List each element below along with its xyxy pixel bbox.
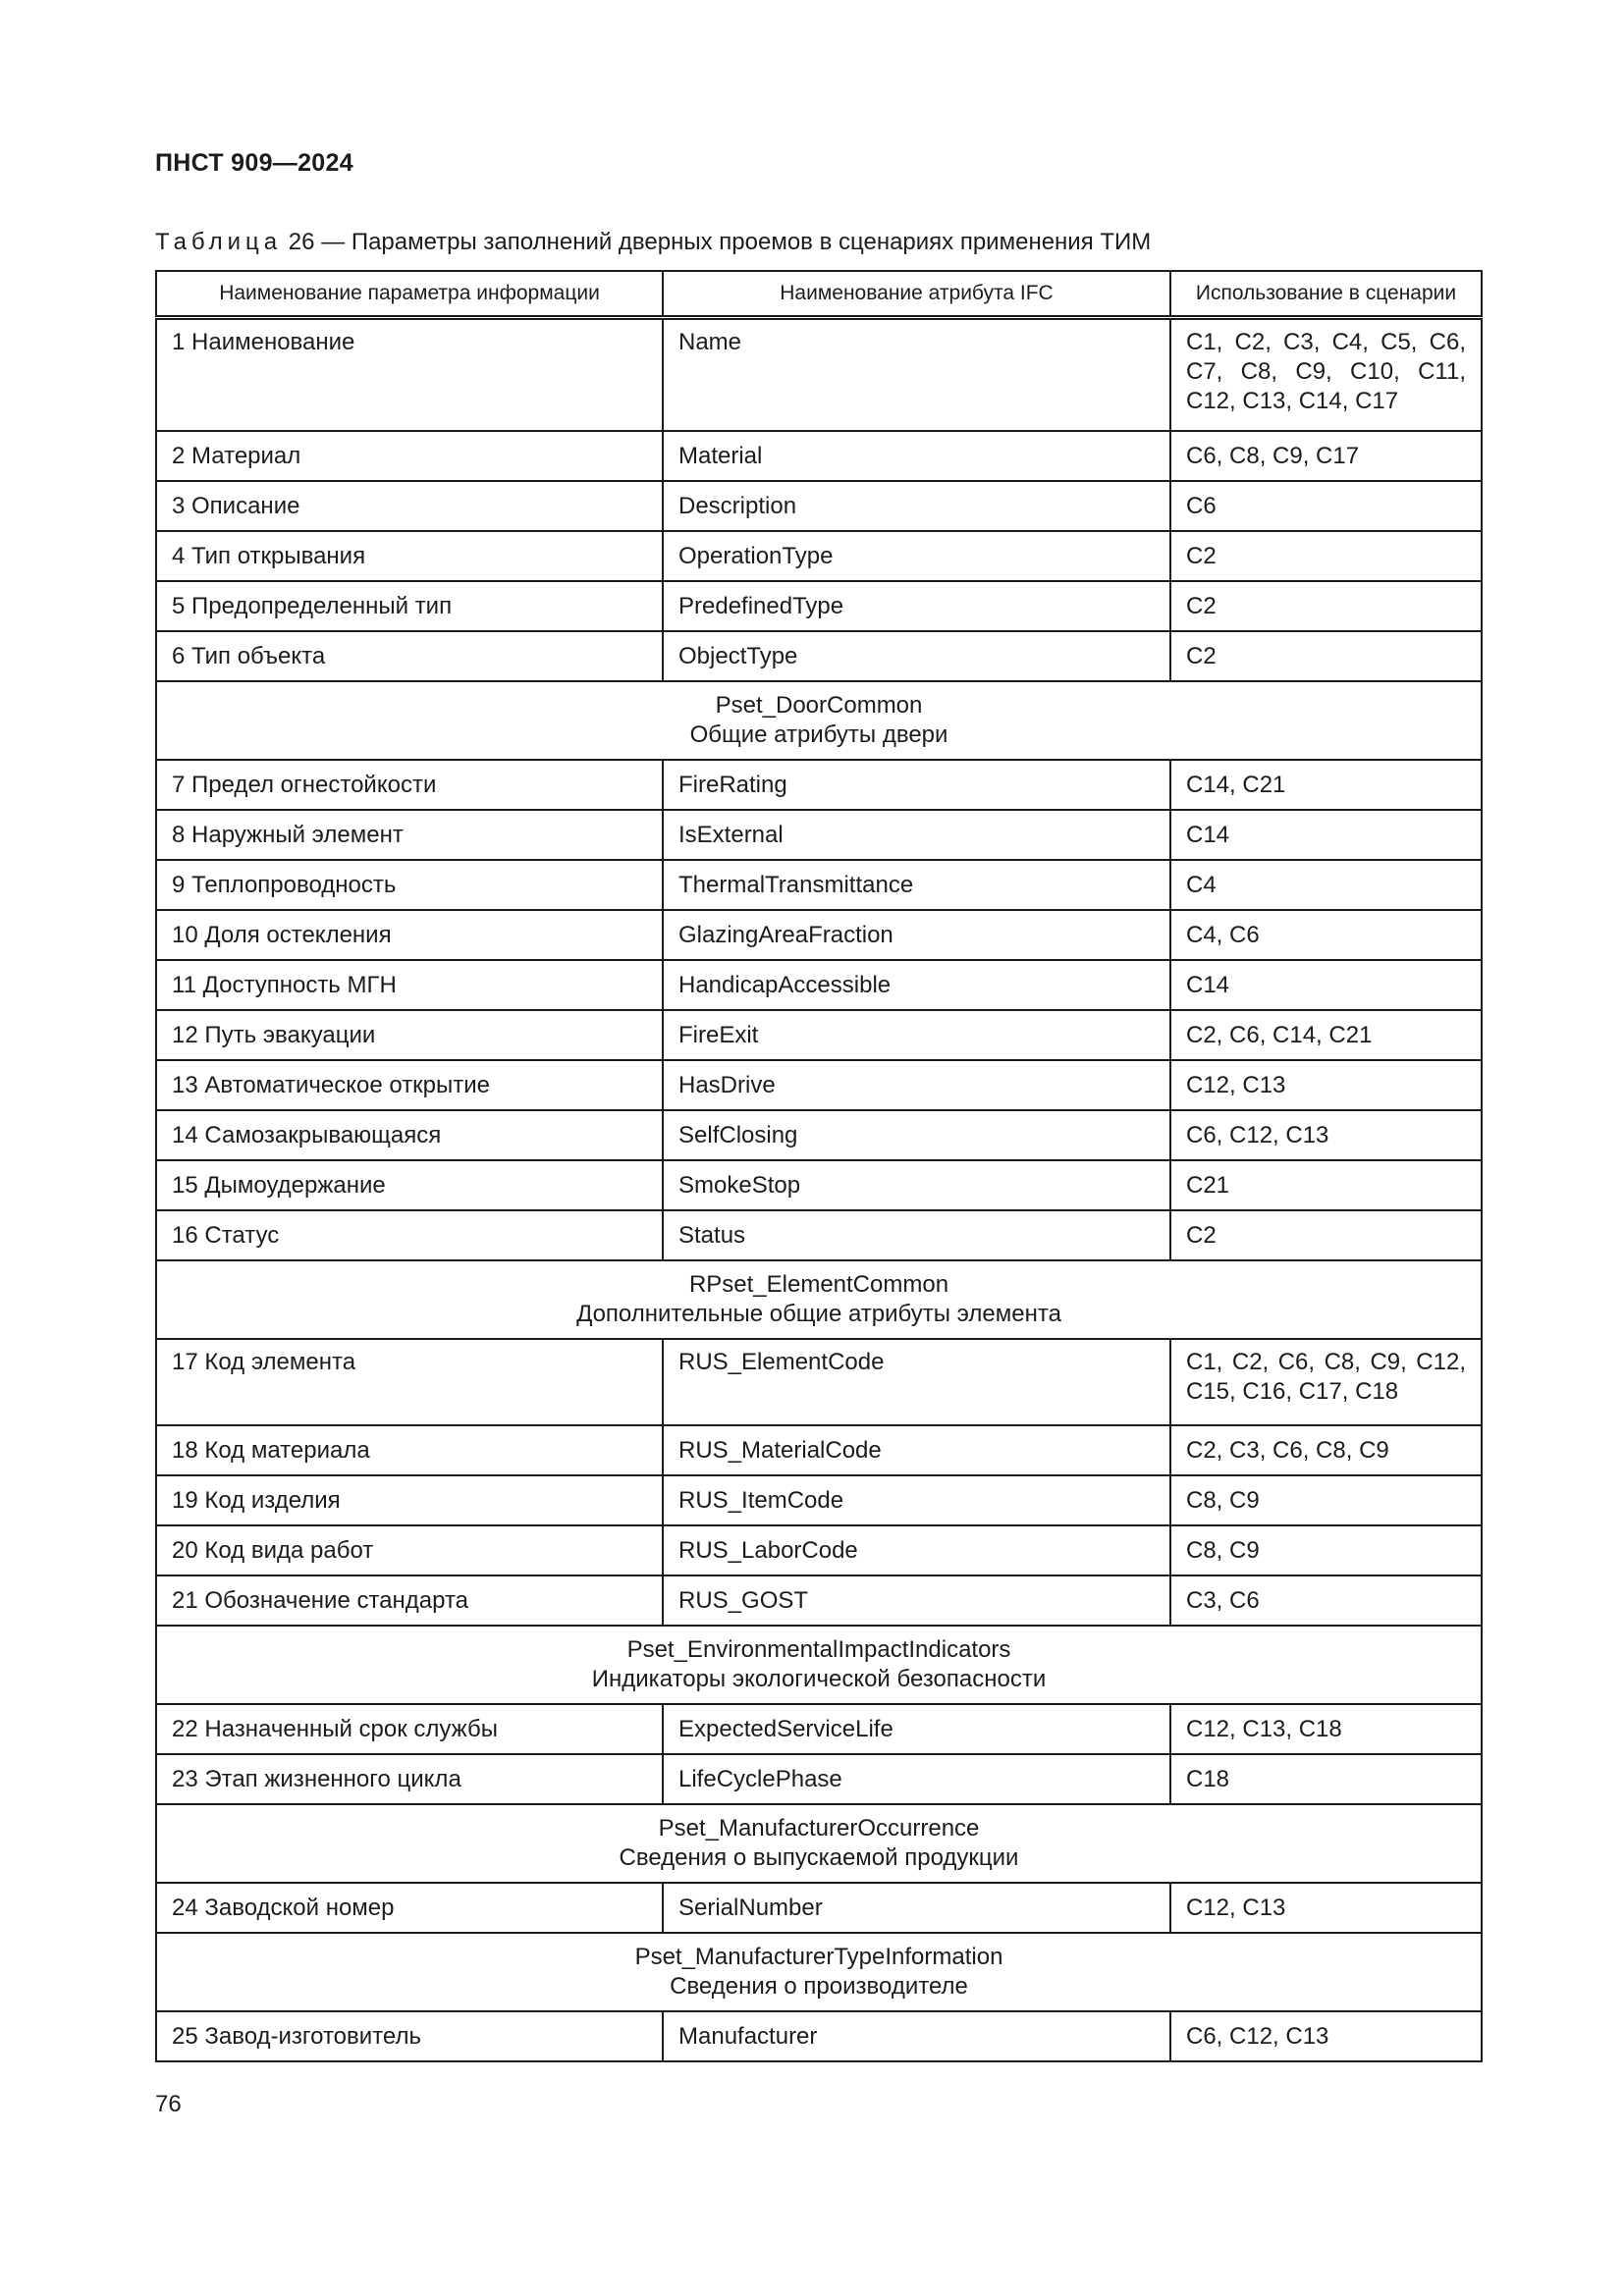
group-description: Сведения о выпускаемой продукции [619, 1844, 1019, 1871]
ifc-attribute-cell: IsExternal [663, 810, 1170, 860]
page-number: 76 [155, 2091, 182, 2117]
group-description: Индикаторы экологической безопасности [591, 1666, 1047, 1692]
group-pset-name: Pset_ManufacturerTypeInformation [634, 1944, 1003, 1970]
group-pset-name: RPset_ElementCommon [688, 1271, 949, 1298]
ifc-attribute-cell: Material [663, 431, 1170, 481]
ifc-attribute-cell: ObjectType [663, 631, 1170, 681]
group-heading [156, 1933, 1482, 2011]
ifc-attribute-cell: HasDrive [663, 1060, 1170, 1110]
group-heading [156, 1260, 1482, 1339]
parameter-name-cell: 5 Предопределенный тип [156, 581, 663, 631]
scenario-usage-cell: С12, С13 [1170, 1060, 1482, 1110]
parameter-name-cell: 20 Код вида работ [156, 1525, 663, 1575]
scenario-usage-cell: С14, С21 [1170, 760, 1482, 810]
table-row [156, 810, 1482, 860]
table-row [156, 1883, 1482, 1933]
parameter-name-cell: 2 Материал [156, 431, 663, 481]
parameter-name-cell: 24 Заводской номер [156, 1883, 663, 1933]
table-row [156, 1754, 1482, 1804]
table-row [156, 1575, 1482, 1626]
ifc-attribute-cell: Status [663, 1210, 1170, 1260]
parameter-name-cell: 13 Автоматическое открытие [156, 1060, 663, 1110]
table-row [156, 960, 1482, 1010]
group-pset-name: Pset_DoorCommon [715, 692, 923, 719]
parameter-name-cell: 6 Тип объекта [156, 631, 663, 681]
group-description: Дополнительные общие атрибуты элемента [576, 1301, 1061, 1327]
table-row [156, 860, 1482, 910]
parameter-name-cell: 17 Код элемента [156, 1339, 663, 1425]
scenario-usage-cell: С2 [1170, 531, 1482, 581]
group-heading [156, 1804, 1482, 1883]
ifc-attribute-cell: HandicapAccessible [663, 960, 1170, 1010]
table-row [156, 1704, 1482, 1754]
ifc-attribute-cell: SerialNumber [663, 1883, 1170, 1933]
ifc-attribute-cell: FireExit [663, 1010, 1170, 1060]
group-row [156, 1804, 1482, 1883]
parameter-name-cell: 11 Доступность МГН [156, 960, 663, 1010]
parameter-name-cell: 3 Описание [156, 481, 663, 531]
table-body [156, 318, 1482, 2062]
parameter-name-cell: 23 Этап жизненного цикла [156, 1754, 663, 1804]
table-header-row [156, 271, 1482, 318]
scenario-usage-cell: С12, С13, С18 [1170, 1704, 1482, 1754]
group-heading [156, 681, 1482, 760]
ifc-attribute-cell: ThermalTransmittance [663, 860, 1170, 910]
ifc-attribute-cell: SelfClosing [663, 1110, 1170, 1160]
group-pset-name: Pset_ManufacturerOccurrence [658, 1815, 980, 1842]
parameter-name-cell: 4 Тип открывания [156, 531, 663, 581]
table-row [156, 1210, 1482, 1260]
parameter-name-cell: 10 Доля остекления [156, 910, 663, 960]
scenario-usage-cell: С21 [1170, 1160, 1482, 1210]
table-row [156, 1525, 1482, 1575]
table-row [156, 1425, 1482, 1475]
table-row [156, 1339, 1482, 1425]
parameter-name-cell: 22 Назначенный срок службы [156, 1704, 663, 1754]
table-caption-word: Таблица [155, 229, 283, 255]
scenario-usage-cell: С6 [1170, 481, 1482, 531]
table-row [156, 481, 1482, 531]
scenario-usage-cell: С2, С6, С14, С21 [1170, 1010, 1482, 1060]
scenario-usage-cell: С2 [1170, 1210, 1482, 1260]
group-row [156, 681, 1482, 760]
group-row [156, 1260, 1482, 1339]
table-row [156, 581, 1482, 631]
scenario-usage-cell: С1, С2, С6, С8, С9, С12, С15, С16, С17, С18 [1170, 1339, 1482, 1425]
ifc-attribute-cell: RUS_GOST [663, 1575, 1170, 1626]
scenario-usage-cell: С12, С13 [1170, 1883, 1482, 1933]
parameter-name-cell: 14 Самозакрывающаяся [156, 1110, 663, 1160]
parameter-name-cell: 21 Обозначение стандарта [156, 1575, 663, 1626]
parameter-name-cell: 9 Теплопроводность [156, 860, 663, 910]
ifc-attribute-cell: RUS_ElementCode [663, 1339, 1170, 1425]
table-row [156, 910, 1482, 960]
ifc-attribute-cell: OperationType [663, 531, 1170, 581]
group-description: Сведения о производителе [670, 1973, 968, 2000]
table-row [156, 2011, 1482, 2061]
scenario-usage-cell: С4, С6 [1170, 910, 1482, 960]
column-header-ifc-attribute: Наименование атрибута IFC [663, 271, 1170, 318]
ifc-attribute-cell: RUS_LaborCode [663, 1525, 1170, 1575]
scenario-usage-cell: С8, С9 [1170, 1475, 1482, 1525]
table-row [156, 760, 1482, 810]
table-caption [155, 229, 1151, 256]
parameter-name-cell: 25 Завод-изготовитель [156, 2011, 663, 2061]
parameter-name-cell: 19 Код изделия [156, 1475, 663, 1525]
table-row [156, 631, 1482, 681]
scenario-usage-cell: С6, С8, С9, С17 [1170, 431, 1482, 481]
parameters-table [155, 270, 1483, 2062]
table-row [156, 431, 1482, 481]
scenario-usage-cell: С6, С12, С13 [1170, 1110, 1482, 1160]
ifc-attribute-cell: GlazingAreaFraction [663, 910, 1170, 960]
scenario-usage-cell: С6, С12, С13 [1170, 2011, 1482, 2061]
table-row [156, 1160, 1482, 1210]
table-row [156, 1475, 1482, 1525]
parameter-name-cell: 7 Предел огнестойкости [156, 760, 663, 810]
document-code: ПНСТ 909—2024 [155, 149, 353, 177]
group-row [156, 1626, 1482, 1704]
table-row [156, 318, 1482, 432]
table-row [156, 531, 1482, 581]
parameter-name-cell: 1 Наименование [156, 318, 663, 432]
column-header-scenario-usage: Использование в сценарии [1170, 271, 1482, 318]
group-description: Общие атрибуты двери [689, 721, 948, 748]
group-heading [156, 1626, 1482, 1704]
ifc-attribute-cell: RUS_ItemCode [663, 1475, 1170, 1525]
parameter-name-cell: 18 Код материала [156, 1425, 663, 1475]
ifc-attribute-cell: RUS_MaterialCode [663, 1425, 1170, 1475]
ifc-attribute-cell: Description [663, 481, 1170, 531]
scenario-usage-cell: С1, С2, С3, С4, С5, С6, С7, С8, С9, С10, С11, С12, С13, С14, С17 [1170, 318, 1482, 432]
ifc-attribute-cell: Manufacturer [663, 2011, 1170, 2061]
group-pset-name: Pset_EnvironmentalImpactIndicators [626, 1636, 1011, 1663]
scenario-usage-cell: С2 [1170, 631, 1482, 681]
table-row [156, 1110, 1482, 1160]
parameter-name-cell: 16 Статус [156, 1210, 663, 1260]
scenario-usage-cell: С2, С3, С6, С8, С9 [1170, 1425, 1482, 1475]
ifc-attribute-cell: Name [663, 318, 1170, 432]
table-caption-text: 26 — Параметры заполнений дверных проемов в сценариях применения ТИМ [288, 229, 1152, 255]
scenario-usage-cell: С18 [1170, 1754, 1482, 1804]
ifc-attribute-cell: ExpectedServiceLife [663, 1704, 1170, 1754]
scenario-usage-cell: С4 [1170, 860, 1482, 910]
parameter-name-cell: 8 Наружный элемент [156, 810, 663, 860]
parameter-name-cell: 15 Дымоудержание [156, 1160, 663, 1210]
scenario-usage-cell: С2 [1170, 581, 1482, 631]
scenario-usage-cell: С3, С6 [1170, 1575, 1482, 1626]
parameter-name-cell: 12 Путь эвакуации [156, 1010, 663, 1060]
column-header-parameter: Наименование параметра информации [156, 271, 663, 318]
scenario-usage-cell: С14 [1170, 810, 1482, 860]
group-row [156, 1933, 1482, 2011]
scenario-usage-cell: С8, С9 [1170, 1525, 1482, 1575]
ifc-attribute-cell: SmokeStop [663, 1160, 1170, 1210]
table-row [156, 1010, 1482, 1060]
scenario-usage-cell: С14 [1170, 960, 1482, 1010]
ifc-attribute-cell: PredefinedType [663, 581, 1170, 631]
ifc-attribute-cell: FireRating [663, 760, 1170, 810]
ifc-attribute-cell: LifeCyclePhase [663, 1754, 1170, 1804]
table-row [156, 1060, 1482, 1110]
